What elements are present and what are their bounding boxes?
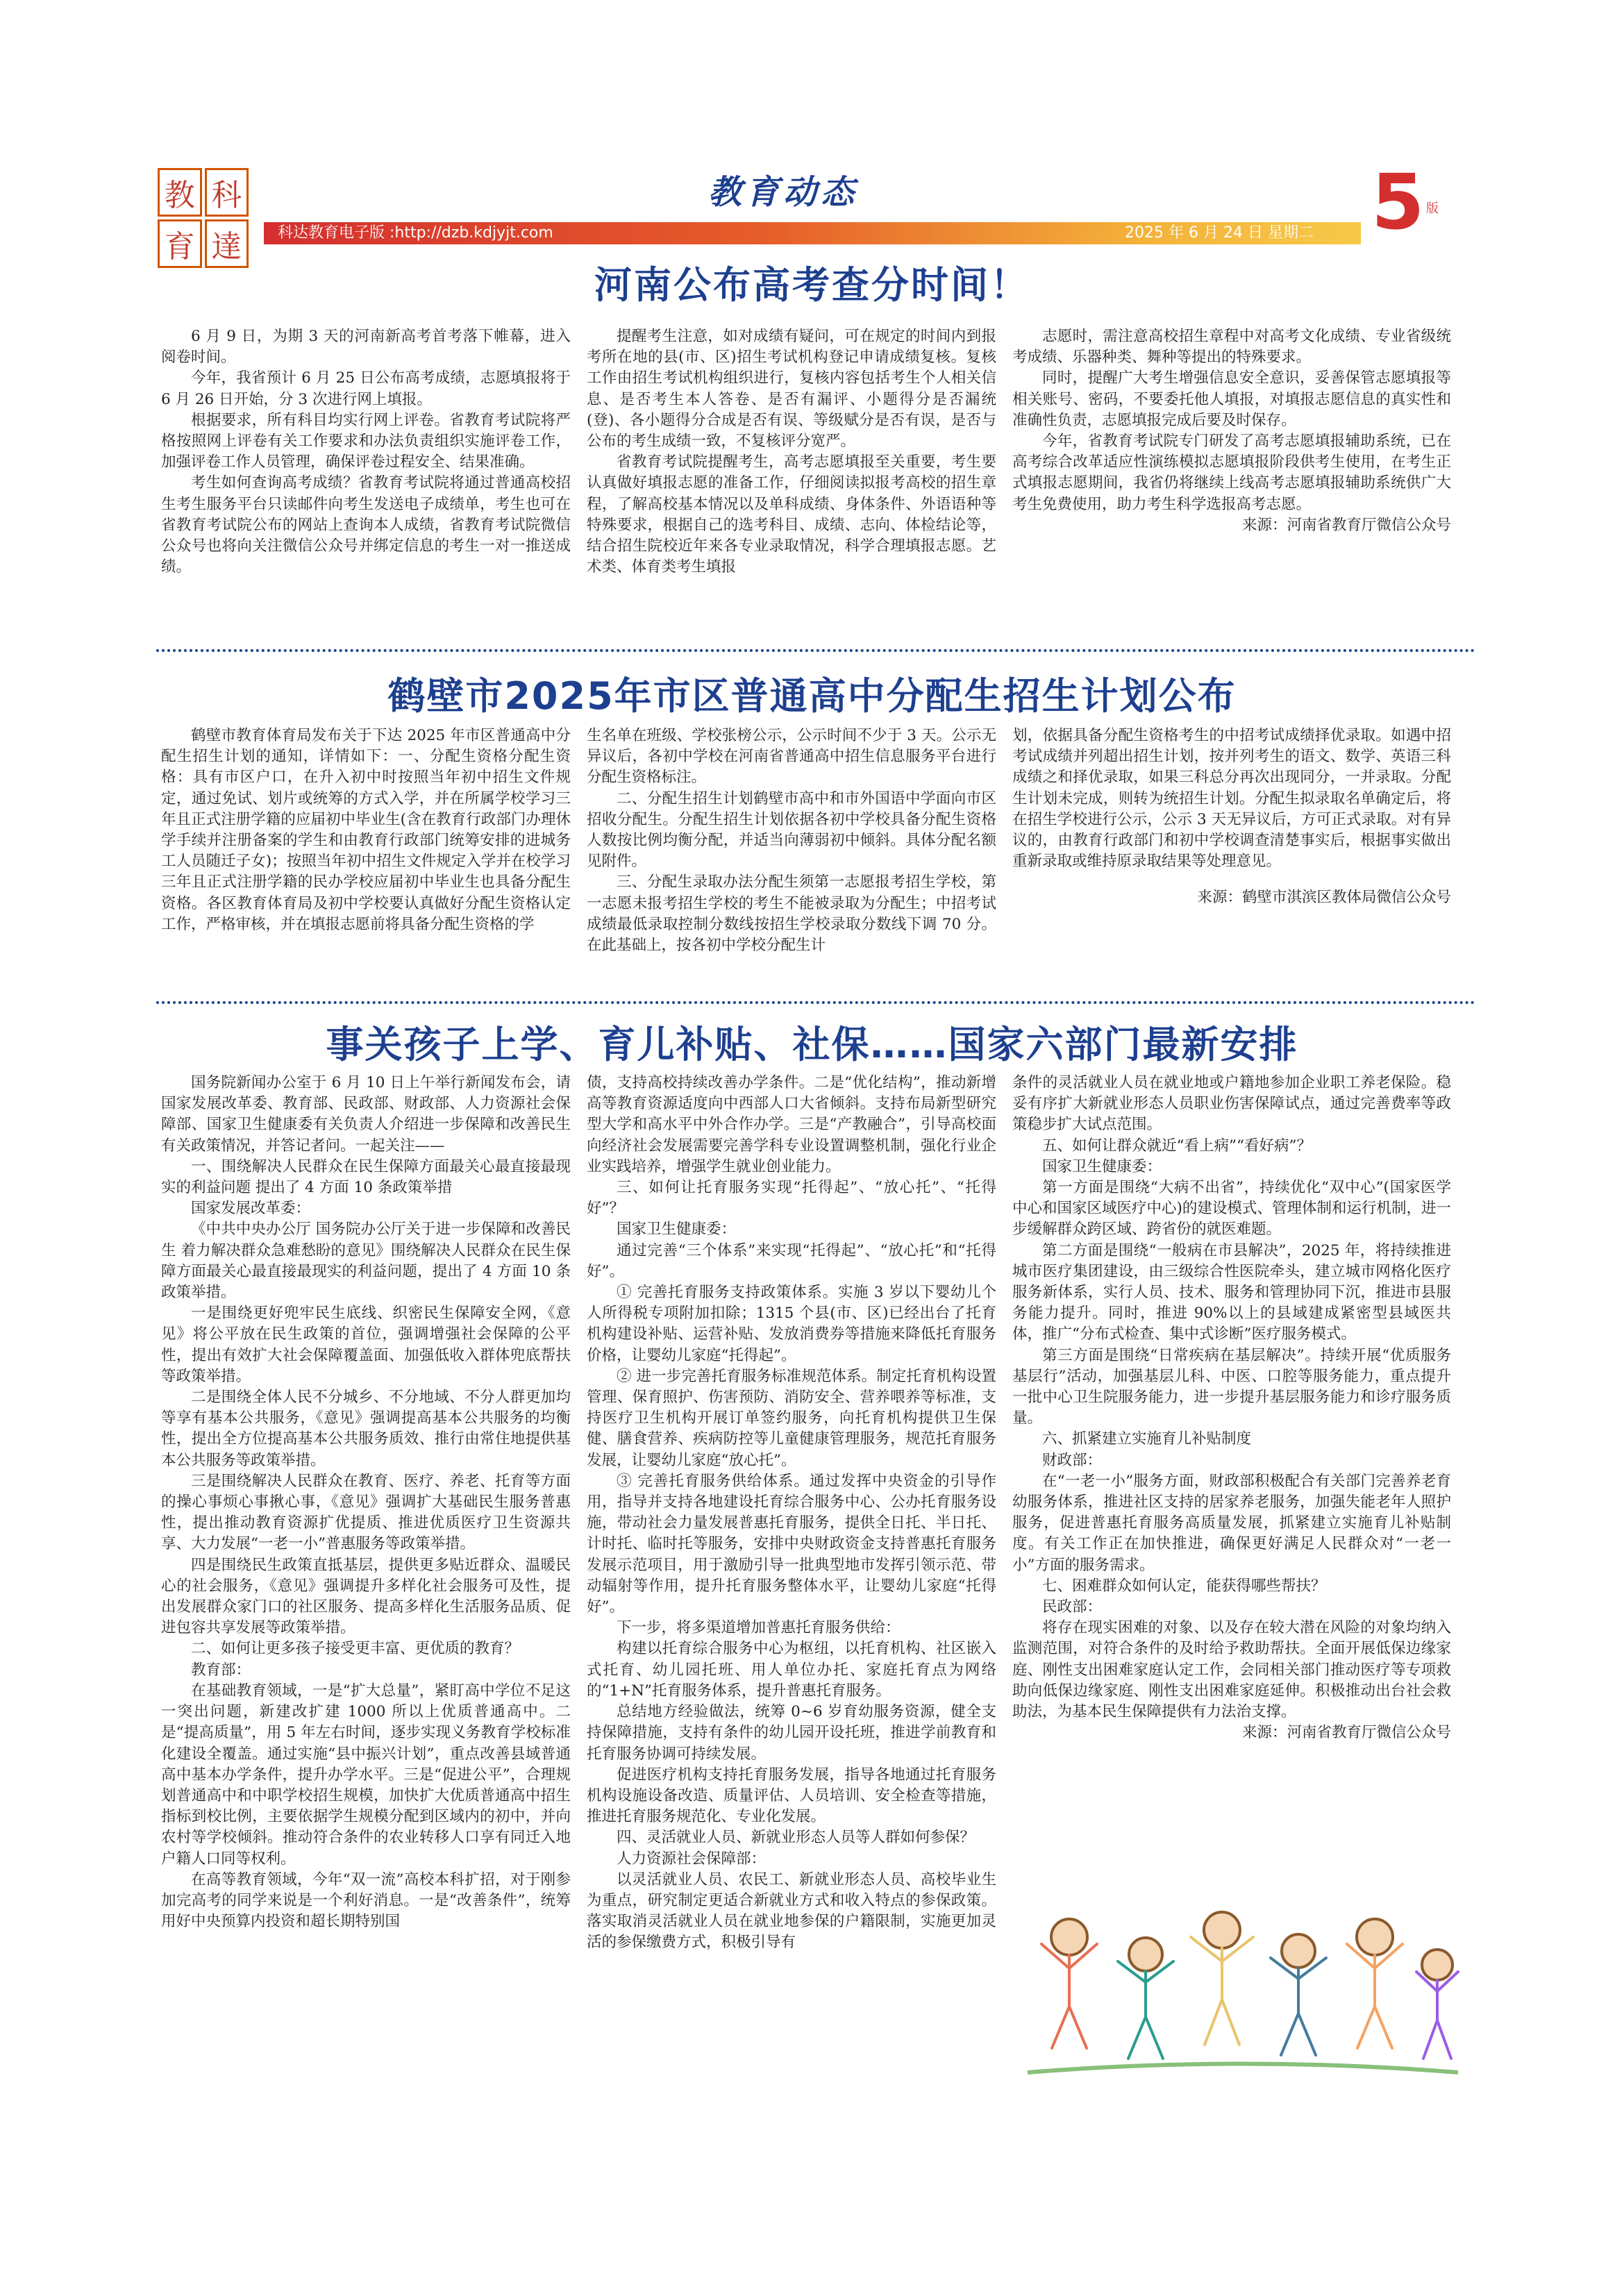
article-3-column-3 bbox=[1012, 1073, 1451, 1744]
newspaper-logo bbox=[156, 167, 250, 265]
grass-line bbox=[1028, 2064, 1458, 2073]
page-label: 版 bbox=[1424, 201, 1439, 214]
paragraph: 构建以托育综合服务中心为枢纽，以托育机构、社区嵌入式托育、幼儿园托班、用人单位办托、家庭托育点为网络的“1+N”托育服务体系，提升普惠托育服务。 bbox=[587, 1640, 996, 1700]
paragraph: 国家发展改革委： bbox=[191, 1200, 311, 1218]
paragraph: 提醒考生注意，如对成绩有疑问，可在规定的时间内到报考所在地的县(市、区)招生考试机构登记申请成绩复核。复核工作由招生考试机构组织进行，复核内容包括考生个人相关信息、是否考生本人答卷、是否有漏评、小题得分是否漏统(登)、各小题得分合成是否有误、等级赋分是否有误，是否与公布的考生成绩一致，不复核评分宽严。 bbox=[587, 328, 996, 451]
logo-char: 教 bbox=[158, 168, 202, 217]
paragraph: 三、分配生录取办法分配生须第一志愿报考招生学校，第一志愿未报考招生学校的考生不能被录取为分配生；中招考试成绩最低录取控制分数线按招生学校录取分数线下调 70 分。在此基础上，按各初中学校分配生计 bbox=[587, 873, 996, 955]
paragraph: 促进医疗机构支持托育服务发展，指导各地通过托育服务机构设施设备改造、质量评估、人员培训、安全检查等措施，推进托育服务规范化、专业化发展。 bbox=[587, 1766, 996, 1826]
paragraph: 二、如何让更多孩子接受更丰富、更优质的教育？ bbox=[191, 1640, 520, 1658]
article-3-column-1 bbox=[161, 1073, 571, 1932]
logo-char: 科 bbox=[205, 168, 249, 217]
paragraph: 国务院新闻办公室于 6 月 10 日上午举行新闻发布会，请国家发展改革委、教育部、民政部、财政部、人力资源社会保障部、国家卫生健康委有关负责人介绍进一步保障和改善民生有关政策情况，并答记者问。一起关注—— bbox=[161, 1074, 571, 1155]
child-6 bbox=[1422, 1950, 1453, 1980]
paragraph: 七、困难群众如何认定，能获得哪些帮扶？ bbox=[1042, 1577, 1326, 1595]
paragraph: ③ 完善托育服务供给体系。通过发挥中央资金的引导作用，指导并支持各地建设托育综合服务中心、公办托育服务设施，带动社会力量发展普惠托育服务，提供全日托、半日托、计时托、临时托等服务，安排中央财政资金支持普惠托育服务发展示范项目，用于激励引导一批典型地市发挥引领示范、带动辐射等作用，提升托育服务整体水平，让婴幼儿家庭“托得好”。 bbox=[587, 1472, 996, 1616]
paragraph: 二、分配生招生计划鹤壁市高中和市外国语中学面向市区招收分配生。分配生招生计划依据各初中学校具备分配生资格人数按比例均衡分配，并适当向薄弱初中倾斜。具体分配名额见附件。 bbox=[587, 789, 996, 871]
article-2-title: 鹤壁市2025年市区普通高中分配生招生计划公布 bbox=[387, 674, 1237, 718]
article-3-title: 事关孩子上学、育儿补贴、社保……国家六部门最新安排 bbox=[326, 1023, 1298, 1066]
paragraph: 三、如何让托育服务实现“托得起”、“放心托”、“托得好”？ bbox=[587, 1179, 996, 1218]
article-1-source: 来源：河南省教育厅微信公众号 bbox=[1241, 516, 1451, 534]
paragraph: 六、抓紧建立实施育儿补贴制度 bbox=[1042, 1430, 1252, 1448]
paragraph: 以灵活就业人员、农民工、新就业形态人员、高校毕业生为重点，研究制定更适合新就业方式和收入特点的参保政策。落实取消灵活就业人员在就业地参保的户籍限制，实施更加灵活的参保缴费方式，积极引导有 bbox=[587, 1870, 996, 1952]
paragraph: 鹤壁市教育体育局发布关于下达 2025 年市区普通高中分配生招生计划的通知，详情如下：一、分配生资格分配生资格：具有市区户口，在升入初中时按照当年初中招生文件规定，通过免试、划片或统筹的方式入学，并在所属学校学习三年且正式注册学籍的应届初中毕业生(含在教育行政部门办理休学手续并注册备案的学生和由教育行政部门统筹安排的进城务工人员随迁子女)；按照当年初中招生文件规定入学并在校学习三年且正式注册学籍的民办学校应届初中毕业生也具备分配生资格。各区教育体育局及初中学校要认真做好分配生资格认定工作，严格审核，并在填报志愿前将具备分配生资格的学 bbox=[161, 727, 571, 933]
paragraph: 财政部： bbox=[1042, 1451, 1103, 1469]
paragraph: 在高等教育领域，今年“双一流”高校本科扩招，对于刚参加完高考的同学来说是一个利好消息。一是“改善条件”，统筹用好中央预算内投资和超长期特别国 bbox=[161, 1870, 571, 1931]
logo-char: 達 bbox=[205, 219, 249, 268]
paragraph: 人力资源社会保障部： bbox=[617, 1850, 767, 1868]
child-2 bbox=[1129, 1938, 1162, 1971]
paragraph: 在“一老一小”服务方面，财政部积极配合有关部门完善养老育幼服务体系，推进社区支持的居家养老服务，加强失能老年人照护服务，促进普惠托育服务高质量发展，抓紧建立实施育儿补贴制度。有关工作正在加快推进，确保更好满足人民群众对“一老一小”方面的服务需求。 bbox=[1012, 1472, 1451, 1574]
children-jumping-illustration bbox=[1021, 1888, 1465, 2083]
paragraph: 第一方面是围绕“大病不出省”，持续优化“双中心”(国家医学中心和国家区域医疗中心)的建设模式、管理体制和运行机制，进一步缓解群众跨区域、跨省份的就医难题。 bbox=[1012, 1179, 1451, 1239]
child-4 bbox=[1282, 1934, 1315, 1968]
paragraph: 在基础教育领域，一是“扩大总量”，紧盯高中学位不足这一突出问题，新建改扩建 1000 所以上优质普通高中。二是“提高质量”，用 5 年左右时间，逐步实现义务教育学校标准化建设全覆盖。通过实施“县中振兴计划”，重点改善县域普通高中基本办学条件，提升办学水平。三是“促进公平”，合理规划普通高中和中职学校招生规模，加快扩大优质普通高中招生指标到校比例，主要依据学生规模分配到区域内的初中，并向农村等学校倾斜。推动符合条件的农业转移人口享有同迁入地户籍人口同等权利。 bbox=[161, 1682, 571, 1868]
article-2-column-3 bbox=[1012, 726, 1451, 909]
article-2-column-1 bbox=[161, 726, 571, 935]
article-3-source: 来源：河南省教育厅微信公众号 bbox=[1241, 1724, 1451, 1742]
paragraph: 一、围绕解决人民群众在民生保障方面最关心最直接最现实的利益问题 提出了 4 方面 10 条政策举措 bbox=[161, 1157, 571, 1197]
paragraph: 民政部： bbox=[1042, 1598, 1103, 1616]
article-1-title: 河南公布高考查分时间！ bbox=[594, 263, 1030, 307]
section-title: 教育动态 bbox=[708, 173, 859, 212]
paragraph: 通过完善“三个体系”来实现“托得起”、“放心托”和“托得好”。 bbox=[587, 1241, 996, 1280]
paragraph: 三是围绕解决人民群众在教育、医疗、养老、托育等方面的操心事烦心事揪心事，《意见》强调扩大基础民生服务普惠性，提出推动教育资源扩优提质、推进优质医疗卫生资源共享、大力发展“一老一小”普惠服务等政策举措。 bbox=[161, 1472, 571, 1553]
paragraph: 一是围绕更好兜牢民生底线、织密民生保障安全网，《意见》将公平放在民生政策的首位，强调增强社会保障的公平性，提出有效扩大社会保障覆盖面、加强低收入群体兜底帮扶等政策举措。 bbox=[161, 1305, 571, 1385]
paragraph: 条件的灵活就业人员在就业地或户籍地参加企业职工养老保险。稳妥有序扩大新就业形态人员职业伤害保障试点，通过完善费率等政策稳步扩大试点范围。 bbox=[1012, 1074, 1451, 1134]
paragraph: 债，支持高校持续改善办学条件。二是“优化结构”，推动新增高等教育资源适度向中西部人口大省倾斜。支持布局新型研究型大学和高水平中外合作办学。三是“产教融合”，引导高校面向经济社会发展需要完善学科专业设置调整机制，强化行业企业实践培养，增强学生就业创业能力。 bbox=[587, 1074, 996, 1175]
paragraph: 考生如何查询高考成绩？省教育考试院将通过普通高校招生考生服务平台只读邮件向考生发送电子成绩单，考生也可在省教育考试院公布的网站上查询本人成绩，省教育考试院微信公众号也将向关注微信公众号并绑定信息的考生一对一推送成绩。 bbox=[161, 474, 571, 576]
paragraph: 总结地方经验做法，统筹 0~6 岁育幼服务资源，健全支持保障措施，支持有条件的幼儿园开设托班，推进学前教育和托育服务协调可持续发展。 bbox=[587, 1703, 996, 1763]
paragraph: 教育部： bbox=[191, 1661, 251, 1679]
paragraph: 志愿时，需注意高校招生章程中对高考文化成绩、专业省级统考成绩、乐器种类、舞种等提出的特殊要求。 bbox=[1012, 328, 1451, 367]
child-1 bbox=[1051, 1919, 1087, 1955]
section-divider bbox=[156, 649, 1475, 652]
paragraph: ① 完善托育服务支持政策体系。实施 3 岁以下婴幼儿个人所得税专项附加扣除；1315 个县(市、区)已经出台了托育机构建设补贴、运营补贴、发放消费券等措施来降低托育服务价格，让婴幼儿家庭“托得起”。 bbox=[587, 1284, 996, 1364]
paragraph: 第三方面是围绕“日常疾病在基层解决”。持续开展“优质服务基层行”活动，加强基层儿科、中医、口腔等服务能力，重点提升一批中心卫生院服务能力，进一步提升基层服务能力和诊疗服务质量。 bbox=[1012, 1346, 1451, 1427]
issue-date: 2025 年 6 月 24 日 星期二 bbox=[1125, 224, 1314, 242]
paragraph: 《中共中央办公厅 国务院办公厅关于进一步保障和改善民生 着力解决群众急难愁盼的意见》围绕解决人民群众在民生保障方面最关心最直接最现实的利益问题，提出了 4 方面 10 条政策举措。 bbox=[161, 1221, 571, 1302]
paragraph: 将存在现实困难的对象、以及存在较大潜在风险的对象均纳入监测范围，对符合条件的及时给予救助帮扶。全面开展低保边缘家庭、刚性支出困难家庭认定工作，会同相关部门推动医疗等专项救助向低保边缘家庭、刚性支出困难家庭延伸。积极推动出台社会救助法，为基本民生保障提供有力法治支撑。 bbox=[1012, 1619, 1451, 1721]
paragraph: 国家卫生健康委： bbox=[617, 1221, 737, 1239]
paragraph: 四是围绕民生政策直抵基层，提供更多贴近群众、温暖民心的社会服务，《意见》强调提升多样化社会服务可及性，提出发展群众家门口的社区服务、提高多样化生活服务品质、促进包容共享发展等政策举措。 bbox=[161, 1556, 571, 1637]
paragraph: 生名单在班级、学校张榜公示，公示时间不少于 3 天。公示无异议后，各初中学校在河南省普通高中招生信息服务平台进行分配生资格标注。 bbox=[587, 727, 996, 787]
child-3 bbox=[1204, 1912, 1240, 1948]
paragraph: 省教育考试院提醒考生，高考志愿填报至关重要，考生要认真做好填报志愿的准备工作，仔细阅读拟报考高校的招生章程，了解高校基本情况以及单科成绩、身体条件、外语语种等特殊要求，根据自己的选考科目、成绩、志向、体检结论等，结合招生院校近年来各专业录取情况，科学合理填报志愿。艺术类、体育类考生填报 bbox=[587, 453, 996, 576]
paragraph: 根据要求，所有科目均实行网上评卷。省教育考试院将严格按照网上评卷有关工作要求和办法负责组织实施评卷工作，加强评卷工作人员管理，确保评卷过程安全、结果准确。 bbox=[161, 411, 571, 471]
page-number: 5 bbox=[1371, 158, 1425, 246]
article-1-column-2 bbox=[587, 326, 996, 578]
paragraph: 国家卫生健康委： bbox=[1042, 1157, 1162, 1175]
paragraph: ② 进一步完善托育服务标准规范体系。制定托育机构设置管理、保育照护、伤害预防、消防安全、营养喂养等标准，支持医疗卫生机构开展订单签约服务，向托育机构提供卫生保健、膳食营养、疾病防控等儿童健康管理服务，规范托育服务发展，让婴幼儿家庭“放心托”。 bbox=[587, 1367, 996, 1469]
paragraph: 今年，省教育考试院专门研发了高考志愿填报辅助系统，已在高考综合改革适应性演练模拟志愿填报阶段供考生使用，在考生正式填报志愿期间，我省仍将继续上线高考志愿填报辅助系统供广大考生免费使用，助力考生科学选报高考志愿。 bbox=[1012, 433, 1451, 513]
paragraph: 同时，提醒广大考生增强信息安全意识，妥善保管志愿填报等相关账号、密码，不要委托他人填报，对填报志愿信息的真实性和准确性负责，志愿填报完成后要及时保存。 bbox=[1012, 369, 1451, 429]
paragraph: 今年，我省预计 6 月 25 日公布高考成绩，志愿填报将于 6 月 26 日开始，分 3 次进行网上填报。 bbox=[161, 369, 571, 408]
paragraph: 四、灵活就业人员、新就业形态人员等人群如何参保？ bbox=[617, 1829, 976, 1847]
section-divider bbox=[156, 1001, 1475, 1004]
article-3-column-2 bbox=[587, 1073, 996, 1954]
child-5 bbox=[1357, 1919, 1393, 1955]
paragraph: 划，依据具备分配生资格考生的中招考试成绩择优录取。如遇中招考试成绩并列超出招生计划，按并列考生的语文、数学、英语三科成绩之和择优录取，如果三科总分再次出现同分，一并录取。分配生计划未完成，则转为统招生计划。分配生拟录取名单确定后，将在招生学校进行公示，公示 3 天无异议后，方可正式录取。对有异议的，由教育行政部门和初中学校调查清楚事实后，根据事实做出重新录取或维持原录取结果等处理意见。 bbox=[1012, 727, 1451, 871]
site-url[interactable]: 科达教育电子版 :http://dzb.kdjyjt.com bbox=[278, 224, 553, 242]
article-2-source: 来源：鹤壁市淇滨区教体局微信公众号 bbox=[1197, 889, 1451, 907]
article-2-column-2 bbox=[587, 726, 996, 956]
paragraph: 下一步，将多渠道增加普惠托育服务供给： bbox=[617, 1619, 901, 1637]
logo-char: 育 bbox=[158, 219, 202, 268]
paragraph: 二是围绕全体人民不分城乡、不分地域、不分人群更加均等享有基本公共服务，《意见》强调提高基本公共服务的均衡性，提出全方位提高基本公共服务质效、推行由常住地提供基本公共服务等政策举措。 bbox=[161, 1389, 571, 1469]
paragraph: 五、如何让群众就近“看上病”“看好病”？ bbox=[1042, 1137, 1312, 1155]
article-1-column-1 bbox=[161, 326, 571, 578]
article-1-column-3 bbox=[1012, 326, 1451, 536]
paragraph: 第二方面是围绕“一般病在市县解决”，2025 年，将持续推进城市医疗集团建设，由三级综合性医院牵头，建立城市网格化医疗服务新体系，实行人员、技术、服务和管理协同下沉，推进市县服务能力提升。同时，推进 90%以上的县域建成紧密型县域医共体，推广“分布式检查、集中式诊断”医疗服务模式。 bbox=[1012, 1241, 1451, 1343]
paragraph: 6 月 9 日，为期 3 天的河南新高考首考落下帷幕，进入阅卷时间。 bbox=[161, 328, 571, 367]
